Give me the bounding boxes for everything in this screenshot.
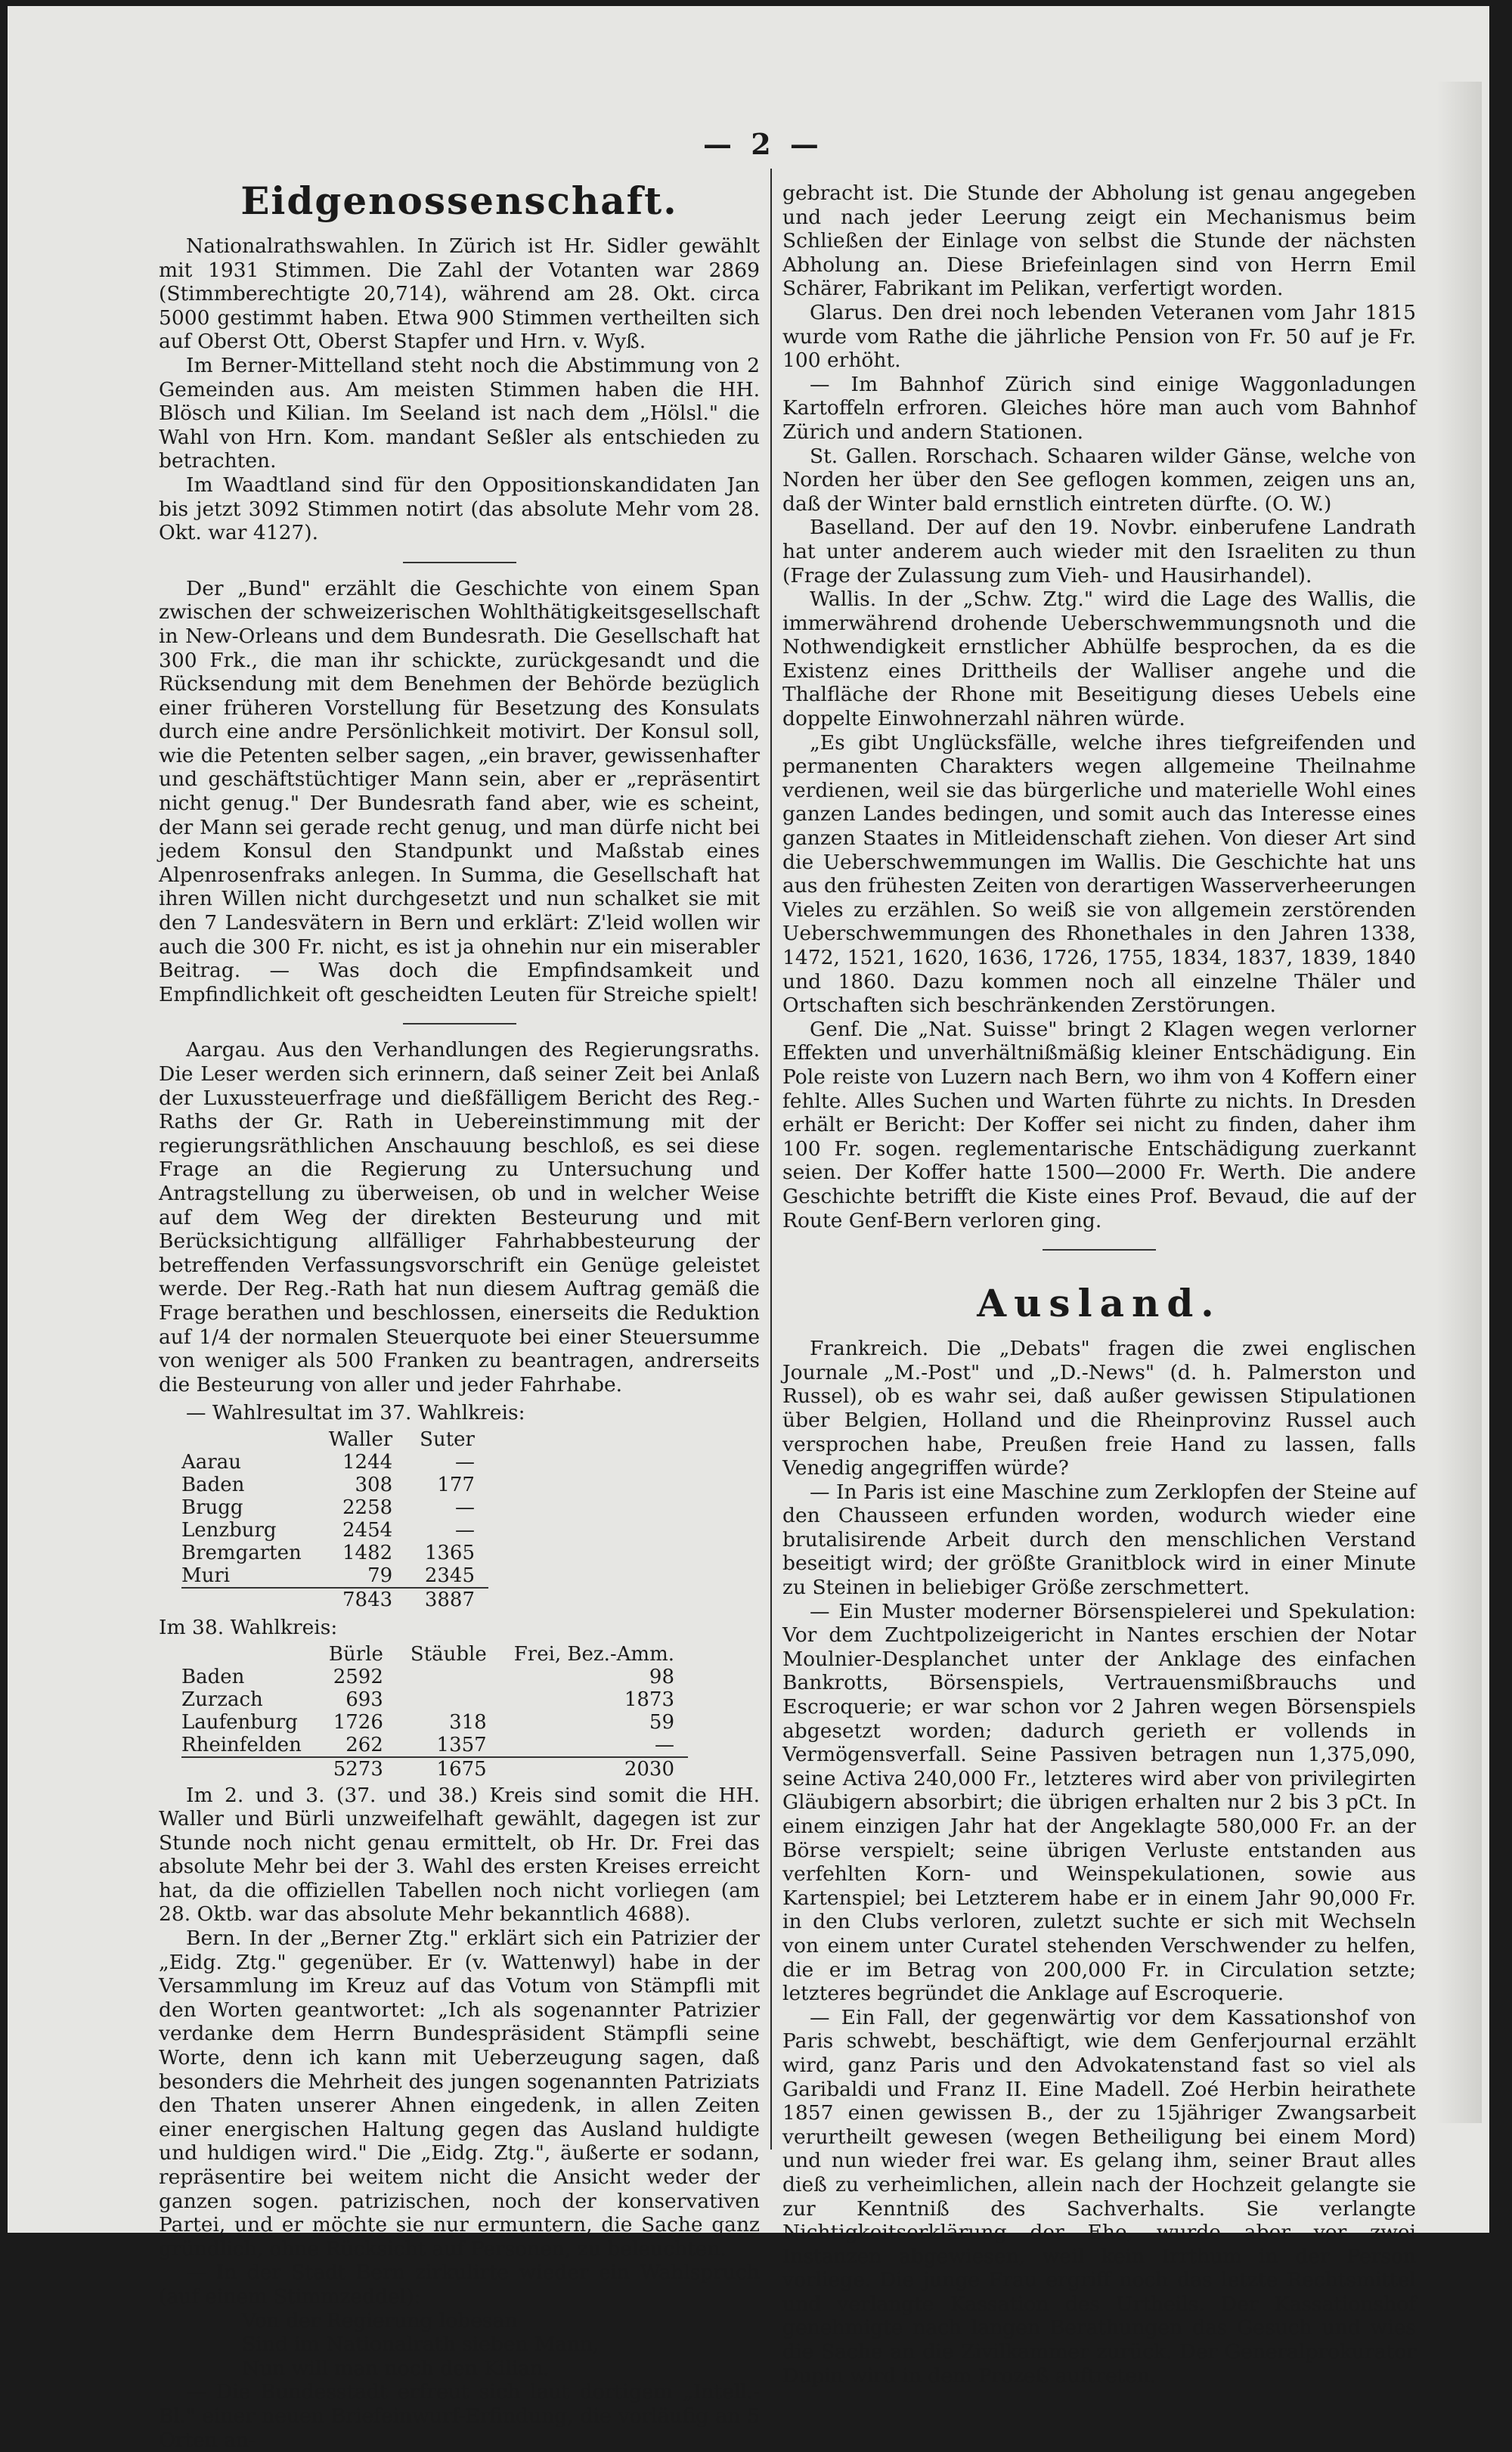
column-header: Bürle (328, 1642, 383, 1666)
article-baselland: Baselland. Der auf den 19. Novbr. einberufene Landrath hat unter anderem auch wieder mit den Israeliten zu thun (Frage der Zulassung zum Vieh- und Hausirhandel). (782, 516, 1416, 587)
verse-line: Sind im Nationalrath sieben Mann, (242, 2333, 600, 2357)
table-row (181, 1451, 488, 1474)
vote-count: — (454, 1450, 475, 1474)
results-label-38: Im 38. Wahlkreis: (159, 1615, 338, 1639)
divider (403, 562, 516, 563)
page-number: — 2 — (703, 127, 823, 161)
district-name: Baden (181, 1665, 245, 1688)
article-glarus: Glarus. Den drei noch lebenden Veteranen vom Jahr 1815 wurde vom Rathe die jährliche Pension von Fr. 50 auf je Fr. 100 erhöht. (782, 300, 1416, 373)
article-wahlspruch-intro: — In der Stadt Bern zirkulirte wieder ein Wahlspruch (auf einem Stimmzeddel): (159, 2261, 760, 2308)
results-table-38 (181, 1643, 688, 1781)
article-wallis-quote: „Es gibt Unglücksfälle, welche ihres tiefgreifenden und permanenten Charakters wegen allgemeine Theilnahme verdienen, weil sie das bürgerliche und materielle Wohl eines ganzen Landes bedingen, und somit auch das Interesse eines ganzen Staates in Mitleidenschaft ziehen. Von dieser Art sind die Ueberschwemmungen im Wallis. Die Geschichte hat uns aus den frühesten Zeiten von derartigen Wasserverheerungen Vieles zu erzählen. So weiß sie von allgemein zerstörenden Ueberschwemmungen des Rhonethales in den Jahren 1338, 1472, 1521, 1620, 1636, 1726, 1755, 1834, 1837, 1839, 1840 und 1860. Dazu kommen noch all einzelne Thäler und Ortschaften sich beschränkenden Zerstörungen. (782, 730, 1416, 1018)
article-bahnhof: — Im Bahnhof Zürich sind einige Waggonladungen Kartoffeln erfroren. Gleiches höre man auch vom Bahnhof Zürich und andern Stationen. (782, 372, 1416, 444)
left-column (159, 178, 760, 2452)
table-row (181, 1711, 688, 1734)
vote-total: 5273 (315, 1757, 397, 1781)
vote-count: 693 (345, 1688, 383, 1711)
article-waadtland: Im Waadtland sind für den Oppositionskandidaten Jan bis jetzt 3092 Stimmen notirt (das absolute Mehr vom 28. Okt. war 4127). (159, 473, 760, 545)
column-header: Waller (328, 1427, 393, 1451)
vote-count: 59 (649, 1710, 675, 1734)
vote-count: 2454 (342, 1518, 393, 1542)
vote-count: 308 (355, 1473, 393, 1496)
divider (403, 1023, 516, 1025)
vote-count: 2258 (342, 1496, 393, 1519)
article-aargau: Aargau. Aus den Verhandlungen des Regierungsraths. Die Leser werden sich erinnern, daß seiner Zeit bei Anlaß der Luxussteuerfrage und dießfälligem Bericht des Reg.-Raths der Gr. Rath in Uebereinstimmung mit der regierungsräthlichen Anschauung beschloß, es sei diese Frage an die Regierung zu Untersuchung und Antragstellung zu überweisen, ob und in welcher Weise auf dem Weg der direkten Besteurung und mit Berücksichtigung allfälliger Fahrhabbesteurung der betreffenden Verfassungsvorschrift ein Genüge geleistet werde. Der Reg.-Rath hat nun diesem Auftrag gemäß die Frage berathen und beschlossen, einerseits die Reduktion auf 1/4 der normalen Steuerquote bei einer Steuersumme von weniger als 500 Franken zu beantragen, andrerseits die Besteurung von aller und jeder Fahrhabe. (159, 1038, 760, 1396)
column-header: Stäuble (410, 1642, 487, 1666)
table-row (181, 1496, 488, 1519)
district-name: Bremgarten (181, 1541, 302, 1564)
article-paris: — In Paris ist eine Maschine zum Zerklopfen der Steine auf den Chausseen erfunden worden, wodurch wieder eine brutalisirende Arbeit durch den menschlichen Verstand beseitigt wird; der größte Granitblock wird in einer Minute zu Steinen in beliebiger Größe zerschmettert. (782, 1480, 1416, 1600)
article-frankreich: Frankreich. Die „Debats" fragen die zwei englischen Journale „M.-Post" und „D.-News" (d. h. Palmerston und Russel), ob es wahr sei, daß außer gewissen Stipulationen über Belgien, Holland und die Rheinprovinz Russel auch versprochen habe, Preußen freie Hand zu lassen, falls Venedig angegriffen würde? (782, 1337, 1416, 1480)
vote-count: 318 (449, 1710, 487, 1734)
article-nationalrath: Nationalrathswahlen. In Zürich ist Hr. Sidler gewählt mit 1931 Stimmen. Die Zahl der Votanten war 2869 (Stimmberechtigte 20,714), während am 28. Okt. circa 5000 gestimmt haben. Etwa 900 Stimmen vertheilten sich auf Oberst Ott, Oberst Stapfer und Hrn. v. Wyß. (159, 234, 760, 354)
vote-count: 98 (649, 1665, 675, 1688)
article-continuation: gebracht ist. Die Stunde der Abholung ist genau angegeben und nach jeder Leerung zeigt ein Mechanismus beim Schließen der Einlage von selbst die Stunde der nächsten Abholung an. Diese Briefeinlagen sind von Herrn Emil Schärer, Fabrikant im Pelikan, verfertigt worden. (782, 181, 1416, 301)
section-title-ausland: Ausland. (977, 1281, 1222, 1326)
verse-line: Nun will man noch den Kilian. (242, 2356, 550, 2380)
district-name: Aarau (181, 1450, 241, 1474)
table-row (181, 1564, 488, 1588)
district-name: Laufenburg (181, 1710, 298, 1734)
results-table-37 (181, 1428, 488, 1611)
table-header-row (181, 1643, 688, 1666)
column-header: Frei, Bez.-Amm. (513, 1642, 675, 1666)
divider (1043, 1249, 1156, 1251)
vote-count: 262 (345, 1733, 383, 1756)
article-boersen: — Ein Muster moderner Börsenspielerei und Spekulation: Vor dem Zuchtpolizeigericht in Nantes erschien der Notar Moulnier-Desplanchet unter der Anklage des einfachen Bankrotts, Börsenspiels, Vertrauensmißbrauchs und Escroquerie; er war schon vor 2 Jahren wegen Börsenspiels abgesetzt worden; dadurch gerieth er vollends in Vermögensverfall. Seine Passiven betragen nun 1,375,090, seine Activa 240,000 Fr., letzteres wird aber von privilegirten Gläubigern absorbirt; die übrigen erhalten nur 2 bis 3 pCt. In einem einzigen Jahr hat der Angeklagte 580,000 Fr. an der Börse verspielt; seine übrigen Verluste entstanden aus verfehlten Korn- und Weinspekulationen, sowie aus Kartenspiel; bei Letzterem habe er in einem Jahr 90,000 Fr. in den Clubs verloren, zuletzt suchte er sich mit Wechseln von einem unter Curatel stehenden Verschwender zu helfen, die er im Betrag von 200,000 Fr. in Circulation setzte; letzteres begründet die Anklage auf Escroquerie. (782, 1599, 1416, 2006)
table-row (181, 1474, 488, 1496)
section-title-eidgenossenschaft: Eidgenossenschaft. (240, 178, 678, 223)
vote-count: 1244 (342, 1450, 393, 1474)
vote-count: 1482 (342, 1541, 393, 1564)
district-name: Rheinfelden (181, 1733, 302, 1756)
vote-total: 2030 (500, 1757, 688, 1781)
article-berner-mittelland: Im Berner-Mittelland steht noch die Abstimmung von 2 Gemeinden aus. Am meisten Stimmen haben die HH. Blösch und Kilian. Im Seeland ist nach dem „Hölsl." die Wahl von Hrn. Kom. mandant Seßler als entschieden zu betrachten. (159, 353, 760, 473)
vote-count: 2345 (424, 1564, 475, 1587)
article-bern: Bern. In der „Berner Ztg." erklärt sich ein Patrizier der „Eidg. Ztg." gegenüber. Er (v. Wattenwyl) habe in der Versammlung im Kreuz auf das Votum von Stämpfli mit den Worten geantwortet: „Ich als sogenannter Patrizier verdanke dem Herrn Bundespräsident Stämpfli seine Worte, denn ich kann mit Ueberzeugung sagen, daß besonders die Mehrheit des jungen sogenannten Patriziats den Thaten unserer Ahnen eingedenk, in allen Zeiten einer energischen Haltung gegen das Ausland huldigte und huldigen wird." Die „Eidg. Ztg.", äußerte er sodann, repräsentire bei weitem nicht die Ansicht weder der ganzen sogen. patrizischen, noch der konservativen Partei, und er möchte sie nur ermuntern, die Sache ganz gründlich, ohne Rücksicht auf Personen, zu beleuchten. (159, 1927, 760, 2261)
article-wallis: Wallis. In der „Schw. Ztg." wird die Lage des Wallis, die immerwährend drohende Ueberschwemmungsnoth und die Nothwendigkeit ernstlicher Abhülfe besprochen, da es die Existenz eines Drittheils der Walliser angehe und die Thalfläche der Rhone mit Beseitigung dieses Uebels eine doppelte Einwohnerzahl nähren würde. (782, 587, 1416, 731)
vote-count: — (454, 1496, 475, 1519)
table-total-row (181, 1588, 488, 1611)
vote-total: 7843 (315, 1588, 406, 1611)
vote-count (397, 1666, 500, 1688)
vote-count: 2592 (333, 1665, 383, 1688)
district-name: Baden (181, 1473, 245, 1496)
article-bund: Der „Bund" erzählt die Geschichte von einem Span zwischen der schweizerischen Wohlthätigkeitsgesellschaft in New-Orleans und dem Bundesrath. Die Gesellschaft hat 300 Frk., die man ihr schickte, zurückgesandt und die Rücksendung mit dem Benehmen der Behörde bezüglich einer früheren Vorstellung für Besetzung des Konsulats durch eine andre Persönlichkeit motivirt. Der Konsul soll, wie die Petenten selber sagen, „ein braver, gewissenhafter und geschäftstüchtiger Mann sein, aber er „repräsentirt nicht genug." Der Bundesrath fand aber, wie es scheint, der Mann sei gerade recht genug, und man dürfe nicht bei jedem Konsul den Standpunkt und Maßstab eines Alpenrosenfraks anlegen. In Summa, die Gesellschaft hat ihren Willen nicht durchgesetzt und nun schalket sie mit den 7 Landesvätern in Bern und erklärt: Z'leid wollen wir auch die 300 Fr. nicht, es ist ja ohnehin nur ein miserabler Beitrag. — Was doch die Empfindsamkeit und Empfindlichkeit oft gescheidten Leuten für Streiche spielt! (159, 576, 760, 1006)
table-header-row (181, 1428, 488, 1451)
vote-count: 1873 (624, 1688, 675, 1711)
verse-line: Von der Regierung lobesan (242, 2308, 518, 2333)
table-total-row (181, 1757, 688, 1781)
table-row (181, 1542, 488, 1564)
article-kreis-summary: Im 2. und 3. (37. und 38.) Kreis sind somit die HH. Waller und Bürli unzweifelhaft gewählt, dagegen ist zur Stunde noch nicht genau ermittelt, ob Hr. Dr. Frei das absolute Mehr bei der 3. Wahl des ersten Kreises erreicht hat, da die offiziellen Tabellen noch nicht vorliegen (am 28. Oktb. war das absolute Mehr bekanntlich 4688). (159, 1783, 760, 1927)
article-genf: Genf. Die „Nat. Suisse" bringt 2 Klagen wegen verlorner Effekten und unverhältnißmäßig kleiner Entschädigung. Ein Pole reiste von Luzern nach Bern, wo ihm von 4 Koffern einer fehlte. Alles Suchen und Warten führte zu nichts. In Dresden erhält er Bericht: Der Koffer sei nicht zu finden, daher ihm 100 Fr. sogen. reglementarische Entschädigung zuerkannt seien. Der Koffer hatte 1500—2000 Fr. Werth. Die andere Geschichte betrifft die Kiste eines Prof. Bevaud, die auf der Route Genf-Bern verloren ging. (782, 1017, 1416, 1232)
table-row (181, 1734, 688, 1757)
table-row (181, 1666, 688, 1688)
vote-count (397, 1688, 500, 1711)
vote-count: — (454, 1518, 475, 1542)
vote-count: 1357 (436, 1733, 487, 1756)
table-row (181, 1519, 488, 1542)
vote-count: 1726 (333, 1710, 383, 1734)
vote-count: 1365 (424, 1541, 475, 1564)
article-kassation: — Ein Fall, der gegenwärtig vor dem Kassationshof von Paris schwebt, beschäftigt, wie dem Genferjournal erzählt wird, ganz Paris und den Advokatenstand fast so viel als Garibaldi und Franz II. Eine Madell. Zoé Herbin heirathete 1857 einen gewissen B., der zu 15jähriger Zwangsarbeit verurtheilt gewesen (wegen Betheiligung bei einem Mord) und nun wieder frei war. Es gelang ihm, seiner Braut alles dieß zu verheimlichen, allein nach der Hochzeit gelangte sie zur Kenntniß des Sachverhalts. Sie verlangte Nichtigkeitserklärung der Ehe, wurde aber vor zwei Instanzen abgewiesen, weil kein Irrthum in der Person vorliege. Die junge Frau ergriff noch das letzte Rechtsmittel und verlangte Kassation des Urtheils. Der Kassationshof genehmigte nach langen Berathungen das Gesuch und wies die Sache an die Zivilkammer zurück. Der Generalprokurator Dupin wird in dem Prozeß auftreten. (782, 2005, 1416, 2388)
vote-count: 177 (437, 1473, 475, 1496)
district-name: Muri (181, 1564, 231, 1587)
article-bundesstadt: — Die Bundesstadt erfreut sich laut dortigem „Intell.-Bl." einer neuen Briefeinwurf-Erfindung, die vorläufig an 5 Orten an- (159, 2380, 760, 2452)
vote-count: — (655, 1733, 675, 1756)
column-divider (770, 169, 772, 2150)
newspaper-page (8, 6, 1489, 2452)
right-column (782, 181, 1416, 2388)
vote-total: 1675 (397, 1757, 500, 1781)
results-label-37: — Wahlresultat im 37. Wahlkreis: (186, 1401, 525, 1425)
scan-edge-shadow (1436, 82, 1482, 2123)
district-name: Brugg (181, 1496, 243, 1519)
table-row (181, 1688, 688, 1711)
vote-count: 79 (367, 1564, 393, 1587)
column-header: Suter (420, 1427, 475, 1451)
vote-total: 3887 (406, 1588, 488, 1611)
district-name: Lenzburg (181, 1518, 277, 1542)
article-st-gallen: St. Gallen. Rorschach. Schaaren wilder Gänse, welche von Norden her über den See geflogen kommen, zeigen uns an, daß der Winter bald ernstlich eintreten dürfte. (O. W.) (782, 444, 1416, 516)
district-name: Zurzach (181, 1688, 263, 1711)
